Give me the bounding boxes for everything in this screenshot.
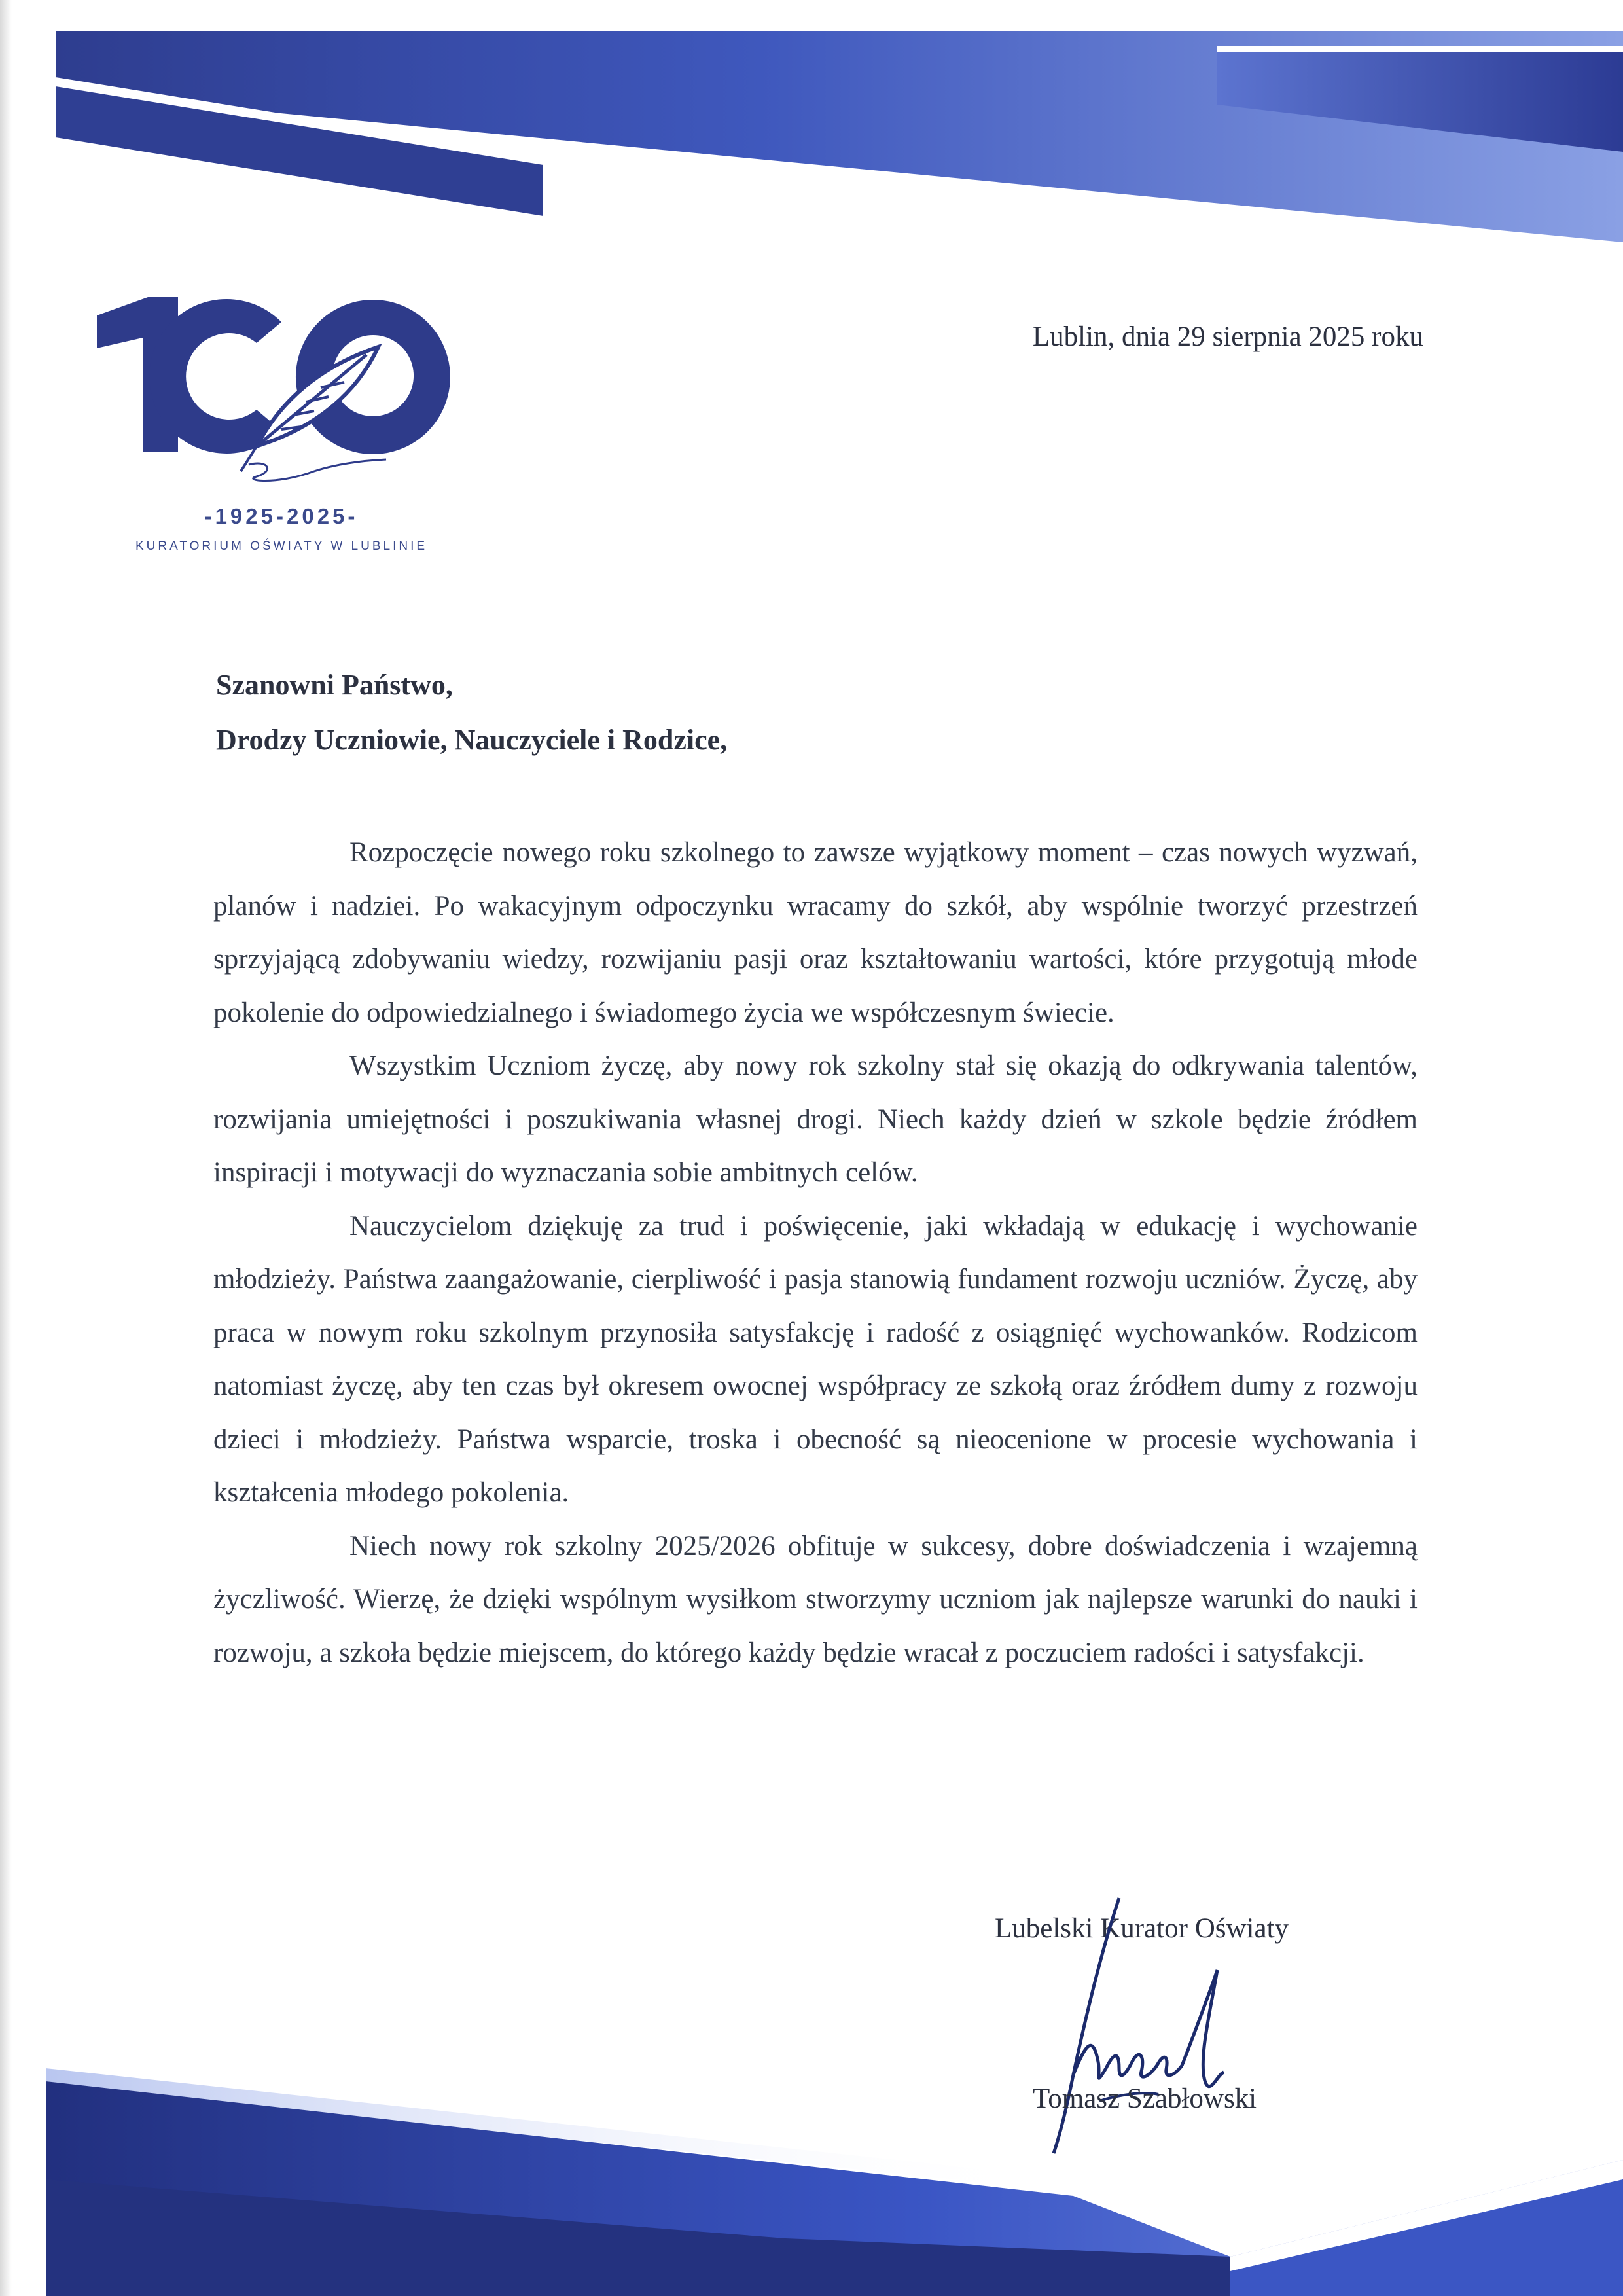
body-paragraph: Nauczycielom dziękuję za trud i poświęcenie, jaki wkładają w edukację i wychowanie młodzieży. Państwa zaangażowanie, cierpliwość i pasja stanowią fundament rozwoju uczniów. Życzę, aby praca w nowym roku szkolnym przynosiła satysfakcję i radość z osiągnięć wychowanków. Rodzicom natomiast życzę, aby ten czas był okresem owocnej współpracy ze szkołą oraz źródłem dumy z rozwoju dzieci i młodzieży. Państwa wsparcie, troska i obecność są nieocenione w procesie wychowania i kształcenia młodego pokolenia. [213, 1210, 1418, 1508]
footer-band-right [1230, 2179, 1623, 2296]
date-line: Lublin, dnia 29 sierpnia 2025 roku [1032, 321, 1423, 352]
logo-graphic [85, 275, 478, 497]
handwritten-signature [1021, 1878, 1257, 2160]
centenary-logo [85, 275, 478, 576]
logo-organization: KURATORIUM OŚWIATY W LUBLINIE [135, 539, 428, 553]
letter-body [213, 826, 1418, 1679]
signatory-name: Tomasz Szabłowski [1033, 2083, 1257, 2114]
salutation [216, 658, 727, 768]
signatory-title: Lubelski Kurator Oświaty [995, 1913, 1289, 1944]
salutation-line: Szanowni Państwo, [216, 669, 453, 701]
logo-years: -1925-2025- [204, 504, 359, 528]
body-paragraph: Wszystkim Uczniom życzę, aby nowy rok szkolny stał się okazją do odkrywania talentów, rozwijania umiejętności i poszukiwania własnej drogi. Niech każdy dzień w szkole będzie źródłem inspiracji i motywacji do wyznaczania sobie ambitnych celów. [213, 1050, 1418, 1188]
body-paragraph: Niech nowy rok szkolny 2025/2026 obfituje w sukcesy, dobre doświadczenia i wzajemną życzliwość. Wierzę, że dzięki wspólnym wysiłkom stworzymy uczniom jak najlepsze warunki do nauki i rozwoju, a szkoła będzie miejscem, do którego każdy będzie wracał z poczuciem radości i satysfakcji. [213, 1530, 1418, 1668]
body-paragraph: Rozpoczęcie nowego roku szkolnego to zawsze wyjątkowy moment – czas nowych wyzwań, planów i nadziei. Po wakacyjnym odpoczynku wracamy do szkół, aby wspólnie tworzyć przestrzeń sprzyjającą zdobywaniu wiedzy, rozwijaniu pasji oraz kształtowaniu wartości, które przygotują młode pokolenie do odpowiedzialnego i świadomego życia we współczesnym świecie. [213, 837, 1418, 1028]
salutation-line: Drodzy Uczniowie, Nauczyciele i Rodzice, [216, 724, 728, 756]
